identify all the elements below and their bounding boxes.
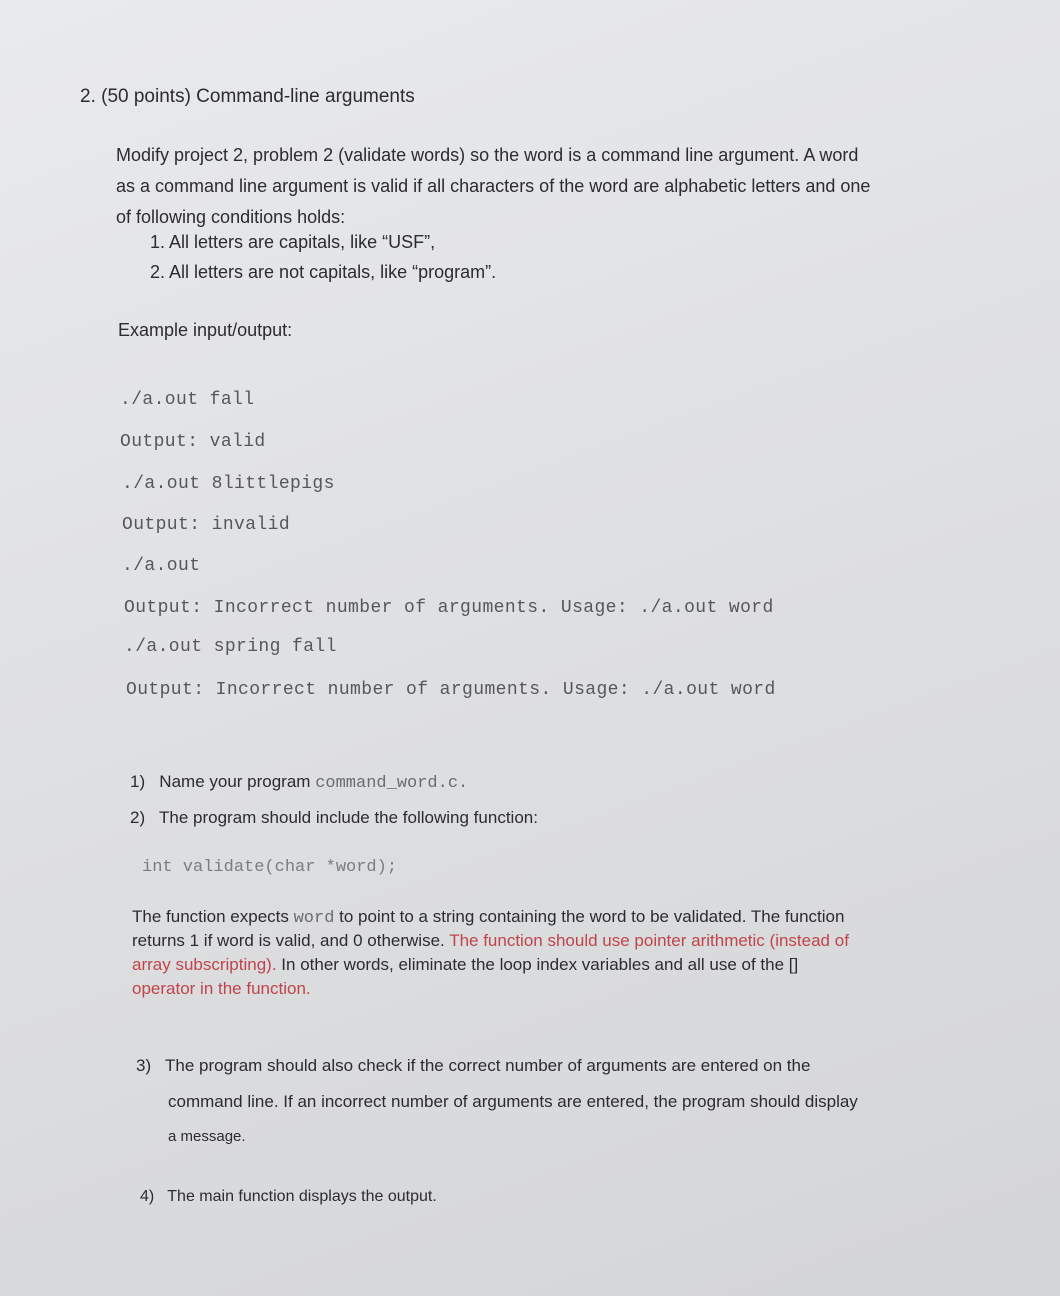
requirement-3-line-3: a message. (168, 1128, 246, 1145)
requirement-3-line-2: command line. If an incorrect number of arguments are entered, the program should display (168, 1092, 858, 1111)
requirement-2 (130, 808, 538, 828)
condition-2: 2. All letters are not capitals, like “program”. (150, 262, 497, 282)
requirement-2-number: 2) (130, 808, 146, 827)
condition-1: 1. All letters are capitals, like “USF”, (150, 232, 436, 252)
example-output-3: Output: Incorrect number of arguments. Usage: ./a.out word (124, 598, 774, 618)
requirement-4-text: The main function displays the output. (167, 1188, 437, 1205)
example-command-3: ./a.out (122, 556, 201, 576)
requirement-3-number: 3) (136, 1056, 152, 1075)
function-desc-text: The function expects (132, 907, 289, 926)
example-command-4: ./a.out spring fall (124, 637, 337, 657)
example-output-1: Output: valid (120, 432, 266, 452)
function-desc-line-3 (132, 955, 798, 975)
function-signature: int validate(char *word); (142, 858, 398, 877)
function-desc-line-1 (132, 907, 844, 928)
example-command-2: ./a.out 8littlepigs (122, 474, 335, 494)
requirement-1-filename: command_word.c. (315, 774, 469, 793)
requirement-2-text: The program should include the following function: (159, 808, 538, 827)
function-desc-text: to point to a string containing the word to be validated. The function (339, 907, 845, 926)
function-desc-highlight: The function should use pointer arithmetic (instead of (449, 931, 849, 950)
example-command-1: ./a.out fall (120, 390, 255, 410)
intro-line-3: of following conditions holds: (116, 207, 346, 227)
function-desc-line-2 (132, 931, 849, 951)
example-output-4: Output: Incorrect number of arguments. Usage: ./a.out word (126, 680, 776, 700)
requirement-4-number: 4) (140, 1188, 155, 1205)
function-desc-text: In other words, eliminate the loop index variables and all use of the [] (281, 955, 799, 974)
function-desc-highlight: array subscripting). (132, 955, 277, 974)
requirement-1-text: Name your program (159, 772, 311, 791)
requirement-1 (130, 772, 468, 793)
function-desc-text: returns 1 if word is valid, and 0 otherwise. (132, 931, 445, 950)
question-heading: 2. (50 points) Command-line arguments (80, 86, 415, 107)
intro-line-2: as a command line argument is valid if all characters of the word are alphabetic letters and one (116, 176, 871, 196)
requirement-4 (140, 1188, 437, 1206)
requirement-3 (136, 1056, 810, 1076)
example-label: Example input/output: (118, 320, 293, 340)
requirement-1-number: 1) (130, 772, 146, 791)
function-desc-line-4: operator in the function. (132, 979, 311, 998)
intro-line-1: Modify project 2, problem 2 (validate words) so the word is a command line argument. A word (116, 145, 859, 165)
example-output-2: Output: invalid (122, 515, 291, 535)
function-desc-param: word (293, 909, 335, 928)
requirement-3-line-1: The program should also check if the correct number of arguments are entered on the (165, 1056, 811, 1075)
